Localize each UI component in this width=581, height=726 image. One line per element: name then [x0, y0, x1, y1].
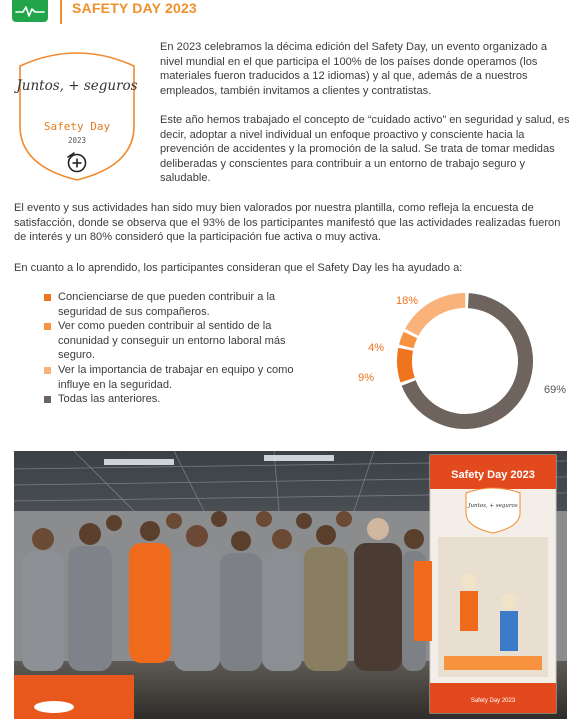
page-title: SAFETY DAY 2023 — [72, 0, 197, 16]
plus-circle-icon — [68, 154, 86, 172]
safety-day-badge — [14, 44, 140, 182]
legend-swatch — [44, 396, 51, 403]
legend-swatch — [44, 367, 51, 374]
learning-intro: En cuanto a lo aprendido, los participantes consideran que el Safety Day les ha ayudado a: — [14, 262, 463, 274]
data-label: 4% — [368, 342, 384, 354]
legend-label: Ver la importancia de trabajar en equipo y como influye en la seguridad. — [58, 363, 294, 391]
legend-item — [44, 363, 324, 392]
event-group-photo — [14, 451, 567, 719]
legend-item — [44, 319, 324, 363]
legend-label: Concienciarse de que pueden contribuir a la seguridad de sus compañeros. — [58, 291, 276, 318]
banner-title: Safety Day 2023 — [451, 469, 535, 481]
data-label: 69% — [544, 384, 567, 396]
legend-item — [44, 290, 324, 319]
legend-label: Todas las anteriores. — [58, 393, 161, 406]
donut-slice — [399, 332, 417, 348]
legend-item — [44, 392, 324, 407]
section-header — [0, 0, 581, 24]
banner-footer: Safety Day 2023 — [470, 698, 516, 704]
badge-event-name: Safety Day — [43, 120, 111, 133]
chart-legend — [44, 290, 324, 407]
donut-slice — [397, 348, 415, 383]
data-label: 18% — [395, 295, 418, 307]
donut-chart — [348, 282, 574, 432]
intro-paragraph-2: Este año hemos trabajado el concepto de “cuidado activo” en seguridad y salud, es decir, adoptar a nivel individual un enfoque proactivo y consciente hacia la prevención de accidentes y la promoción de la salud. Se trata de tomar medidas deliberadas y conscientes para contribuir a un entorno de trabajo seguro y saludable. — [160, 114, 570, 185]
legend-swatch — [44, 294, 51, 301]
header-divider — [60, 0, 62, 24]
legend-swatch — [44, 323, 51, 330]
banner-slogan: Juntos, + seguros — [468, 503, 518, 509]
legend-label: Ver como pueden contribuir al sentido de la conunidad y conseguir un entorno laboral más seguro. — [58, 320, 286, 362]
heartbeat-icon — [12, 0, 48, 22]
badge-year: 2023 — [67, 136, 87, 145]
survey-paragraph: El evento y sus actividades han sido muy bien valorados por nuestra plantilla, como refleja la encuesta de satisfacción, donde se observa que el 93% de los participantes manifestó que las actividades realizadas fueron de interés y un 80% consideró que la participación fue activa o muy activa. — [14, 202, 561, 244]
badge-slogan: Juntos, + seguros — [16, 78, 138, 94]
data-label: 9% — [358, 372, 374, 384]
intro-paragraph-1: En 2023 celebramos la décima edición del Safety Day, un evento organizado a nivel mundial en el que participa el 100% de los países donde operamos (los materiales fueron traducidos a 12 idiomas) y al que, además de a nuestros empleados, también invitamos a clientes y contratistas. — [160, 41, 548, 97]
